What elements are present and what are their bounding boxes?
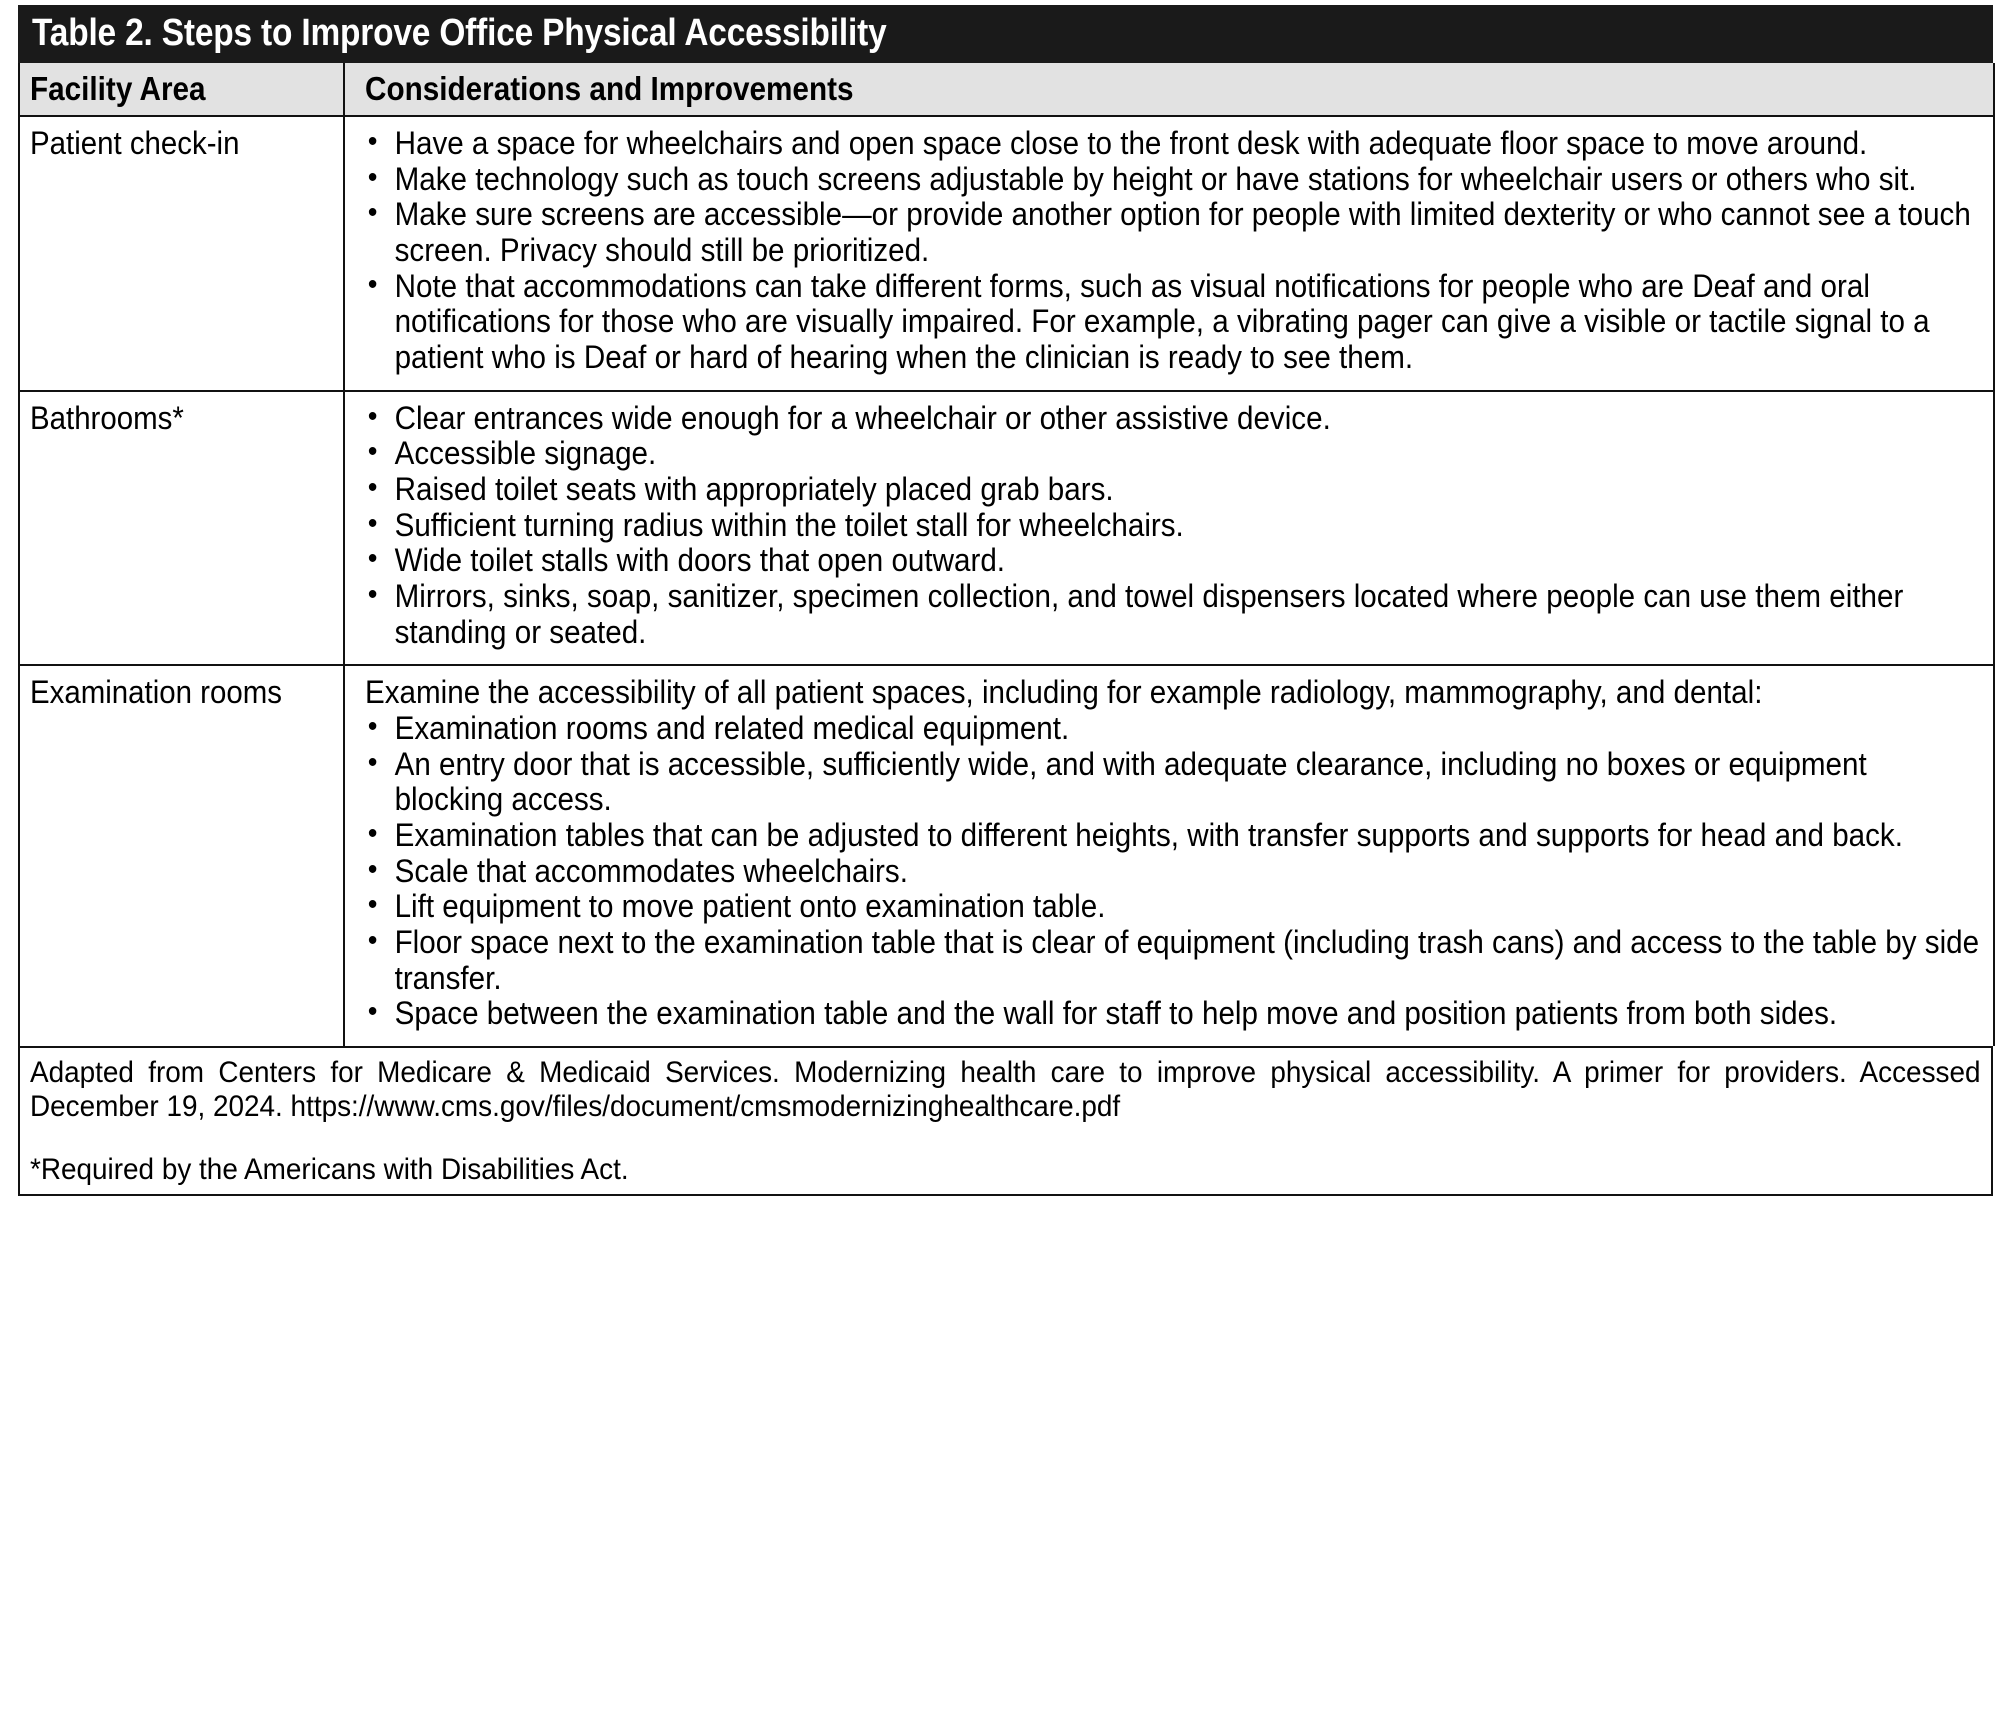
- considerations-cell: [344, 391, 1994, 666]
- facility-area-cell: Patient check-in: [30, 125, 240, 161]
- table-header-row: [19, 63, 1994, 116]
- table-row: [19, 665, 1994, 1046]
- list-item: • Note that accommodations can take different forms, such as visual notifications for people who are Deaf and oral notifications for those who are visually impaired. For example, a vibrating pager can give a visible or tactile signal to a patient who is Deaf or hard of hearing when the clinician is ready to see them.: [365, 269, 1981, 376]
- asterisk-note: *Required by the Americans with Disabilities Act.: [30, 1153, 629, 1187]
- list-item: • Floor space next to the examination table that is clear of equipment (including trash cans) and access to the table by side transfer.: [365, 925, 1981, 996]
- list-item: • Accessible signage.: [365, 436, 1981, 472]
- list-item: • Space between the examination table and the wall for staff to help move and position patients from both sides.: [365, 996, 1981, 1032]
- list-item: • Clear entrances wide enough for a wheelchair or other assistive device.: [365, 401, 1981, 437]
- source-note: Adapted from Centers for Medicare & Medicaid Services. Modernizing health care to improve physical accessibility. A primer for providers. Accessed December 19, 2024. https://www.cms.gov/files/document/cmsmodernizinghealthcare.pdf: [30, 1056, 1981, 1123]
- list-item: • Sufficient turning radius within the toilet stall for wheelchairs.: [365, 508, 1981, 544]
- list-item: • Examination tables that can be adjusted to different heights, with transfer supports and supports for head and back.: [365, 818, 1981, 854]
- considerations-list: [365, 126, 1981, 376]
- column-header-facility-area: Facility Area: [19, 63, 344, 116]
- facility-area-cell: Bathrooms*: [19, 391, 344, 666]
- list-item: • Make sure screens are accessible—or provide another option for people with limited dexterity or who cannot see a touch screen. Privacy should still be prioritized.: [365, 197, 1981, 268]
- considerations-list: [365, 711, 1981, 1032]
- table-container: [18, 5, 1993, 1196]
- considerations-cell: [344, 665, 1994, 1046]
- table-title-bar: [18, 5, 1993, 63]
- list-item: • Lift equipment to move patient onto examination table.: [365, 889, 1981, 925]
- list-item: • Mirrors, sinks, soap, sanitizer, specimen collection, and towel dispensers located where people can use them either standing or seated.: [365, 579, 1981, 650]
- column-header-considerations: Considerations and Improvements: [344, 63, 1994, 116]
- table-footnotes: [18, 1046, 1993, 1196]
- considerations-cell: [344, 116, 1994, 391]
- cell-intro-text: Examine the accessibility of all patient spaces, including for example radiology, mammography, and dental:: [365, 674, 1763, 711]
- facility-area-cell: Examination rooms: [19, 665, 344, 1046]
- considerations-list: [365, 401, 1981, 651]
- list-item: • Wide toilet stalls with doors that open outward.: [365, 543, 1981, 579]
- table-title: Table 2. Steps to Improve Office Physical Accessibility: [32, 12, 887, 54]
- table-row: [19, 116, 1994, 391]
- list-item: • An entry door that is accessible, sufficiently wide, and with adequate clearance, including no boxes or equipment blocking access.: [365, 747, 1981, 818]
- list-item: • Make technology such as touch screens adjustable by height or have stations for wheelchair users or others who sit.: [365, 162, 1981, 198]
- list-item: • Examination rooms and related medical equipment.: [365, 711, 1981, 747]
- table-row: [19, 391, 1994, 666]
- list-item: • Have a space for wheelchairs and open space close to the front desk with adequate floor space to move around.: [365, 126, 1981, 162]
- list-item: • Raised toilet seats with appropriately placed grab bars.: [365, 472, 1981, 508]
- list-item: • Scale that accommodates wheelchairs.: [365, 854, 1981, 890]
- accessibility-table: [18, 63, 1995, 1046]
